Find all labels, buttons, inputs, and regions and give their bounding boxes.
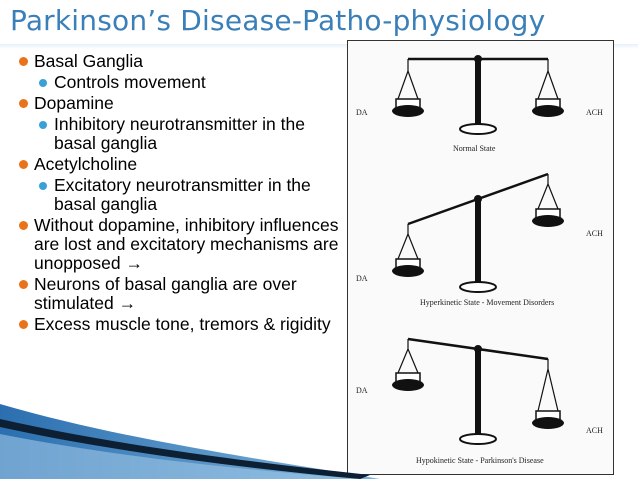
bullet-dot-icon bbox=[19, 280, 28, 289]
state-caption: Hypokinetic State - Parkinson's Disease bbox=[416, 456, 544, 465]
sub-bullet-item bbox=[38, 176, 348, 214]
decorative-swoosh bbox=[0, 399, 380, 479]
bullet-dot-icon bbox=[19, 99, 28, 108]
bullet-text: Controls movement bbox=[54, 72, 206, 92]
sub-bullet-item bbox=[38, 73, 348, 92]
ach-label: ACH bbox=[586, 229, 603, 238]
bullet-item bbox=[18, 315, 348, 334]
state-caption: Hyperkinetic State - Movement Disorders bbox=[420, 298, 555, 307]
ach-label: ACH bbox=[586, 426, 603, 435]
bullet-dot-icon bbox=[39, 182, 47, 190]
balance-scales-illustration bbox=[348, 41, 613, 474]
bullet-text: Neurons of basal ganglia are over stimulated → bbox=[34, 274, 297, 313]
da-label: DA bbox=[356, 274, 368, 283]
bullet-dot-icon bbox=[19, 160, 28, 169]
state-caption: Normal State bbox=[453, 144, 496, 153]
bullet-dot-icon bbox=[39, 79, 47, 87]
slide-title: Parkinson’s Disease-Patho-physiology bbox=[10, 4, 546, 37]
ach-label: ACH bbox=[586, 108, 603, 117]
da-label: DA bbox=[356, 108, 368, 117]
bullet-text: Without dopamine, inhibitory influences are lost and excitatory mechanisms are unopposed → bbox=[34, 215, 339, 273]
bullet-item bbox=[18, 52, 348, 71]
bullet-dot-icon bbox=[19, 57, 28, 66]
bullet-text: Dopamine bbox=[34, 93, 114, 113]
bullet-item bbox=[18, 216, 348, 273]
bullet-text: Excess muscle tone, tremors & rigidity bbox=[34, 314, 331, 334]
bullet-item bbox=[18, 94, 348, 113]
balance-scales-figure bbox=[347, 40, 614, 475]
bullet-list bbox=[18, 52, 348, 336]
bullet-text: Acetylcholine bbox=[34, 154, 138, 174]
hypokinetic-state-scale-icon bbox=[392, 339, 564, 444]
bullet-dot-icon bbox=[39, 121, 47, 129]
bullet-dot-icon bbox=[19, 320, 28, 329]
da-label: DA bbox=[356, 386, 368, 395]
bullet-item bbox=[18, 155, 348, 174]
normal-state-scale-icon bbox=[392, 55, 564, 134]
bullet-text: Inhibitory neurotransmitter in the basal ganglia bbox=[54, 114, 305, 153]
hyperkinetic-state-scale-icon bbox=[392, 174, 564, 292]
bullet-dot-icon bbox=[19, 221, 28, 230]
bullet-item bbox=[18, 275, 348, 313]
bullet-text: Excitatory neurotransmitter in the basal ganglia bbox=[54, 175, 311, 214]
sub-bullet-item bbox=[38, 115, 348, 153]
bullet-text: Basal Ganglia bbox=[34, 51, 143, 71]
